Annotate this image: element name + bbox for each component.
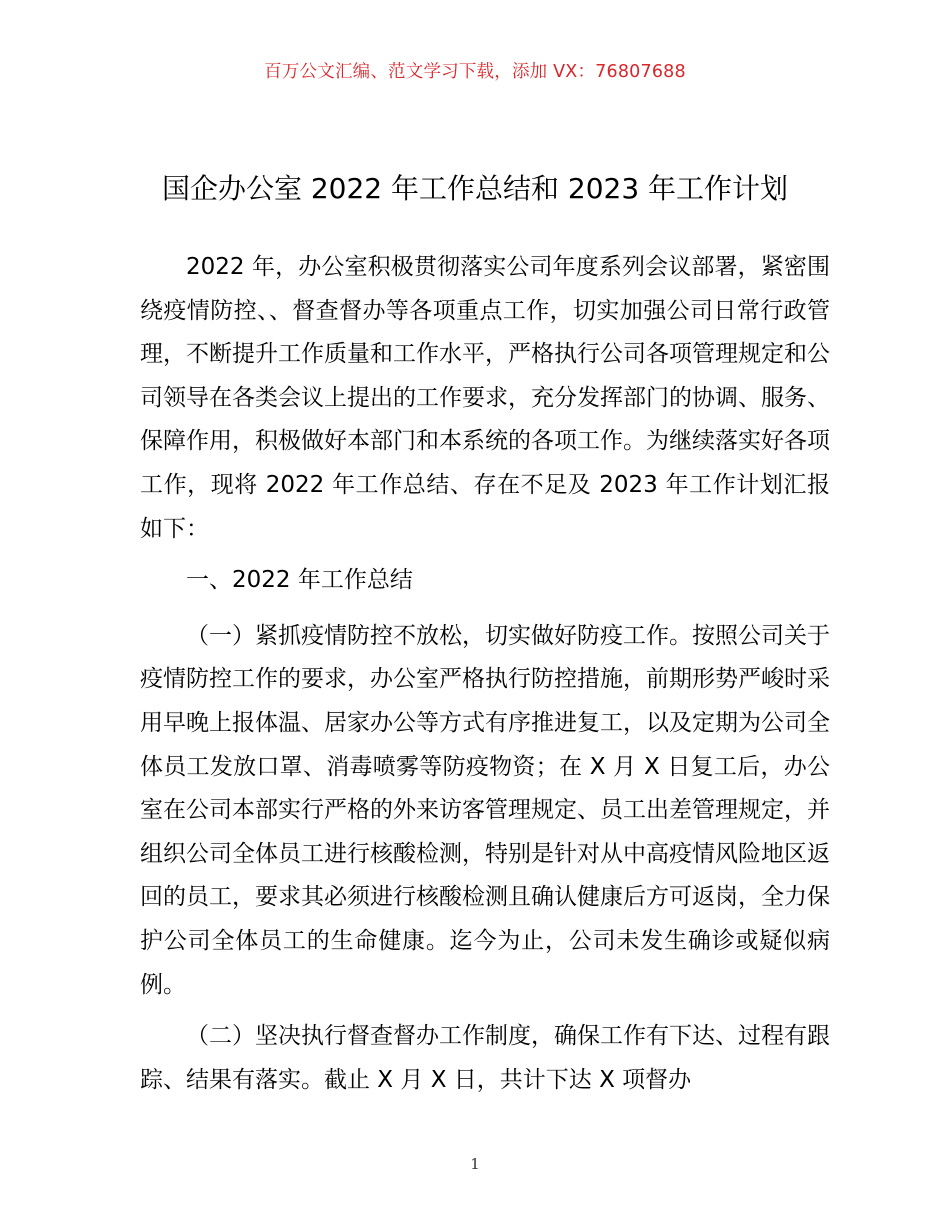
item-paragraph-1: （一）紧抓疫情防控不放松，切实做好防疫工作。按照公司关于疫情防控工作的要求，办公室严格执行防控措施，前期形势严峻时采用早晚上报体温、居家办公等方式有序推进复工，以及定期为公司全体员工发放口罩、消毒喷雾等防疫物资；在 X 月 X 日复工后，办公室在公司本部实行严格的外来访客管理规定、员工出差管理规定，并组织公司全体员工进行核酸检测，特别是针对从中高疫情风险地区返回的员工，要求其必须进行核酸检测且确认健康后方可返岗，全力保护公司全体员工的生命健康。迄今为止，公司未发生确诊或疑似病例。 xyxy=(140,622,830,998)
intro-paragraph: 2022 年，办公室积极贯彻落实公司年度系列会议部署，紧密围绕疫情防控、、督查督办等各项重点工作，切实加强公司日常行政管理，不断提升工作质量和工作水平，严格执行公司各项管理规定和公司领导在各类会议上提出的工作要求，充分发挥部门的协调、服务、保障作用，积极做好本部门和本系统的各项工作。为继续落实好各项工作，现将 2022 年工作总结、存在不足及 2023 年工作计划汇报如下： xyxy=(140,254,830,542)
section-heading: 一、2022 年工作总结 xyxy=(186,567,413,594)
page-number: 1 xyxy=(470,1155,480,1173)
document-title: 国企办公室 2022 年工作总结和 2023 年工作计划 xyxy=(161,172,789,205)
item-paragraph-2: （二）坚决执行督查督办工作制度，确保工作有下达、过程有跟踪、结果有落实。截止 X 月 X 日，共计下达 X 项督办 xyxy=(140,1023,830,1093)
document-body xyxy=(140,246,830,1110)
header-banner: 百万公文汇编、范文学习下载，添加 VX：76807688 xyxy=(264,62,686,82)
